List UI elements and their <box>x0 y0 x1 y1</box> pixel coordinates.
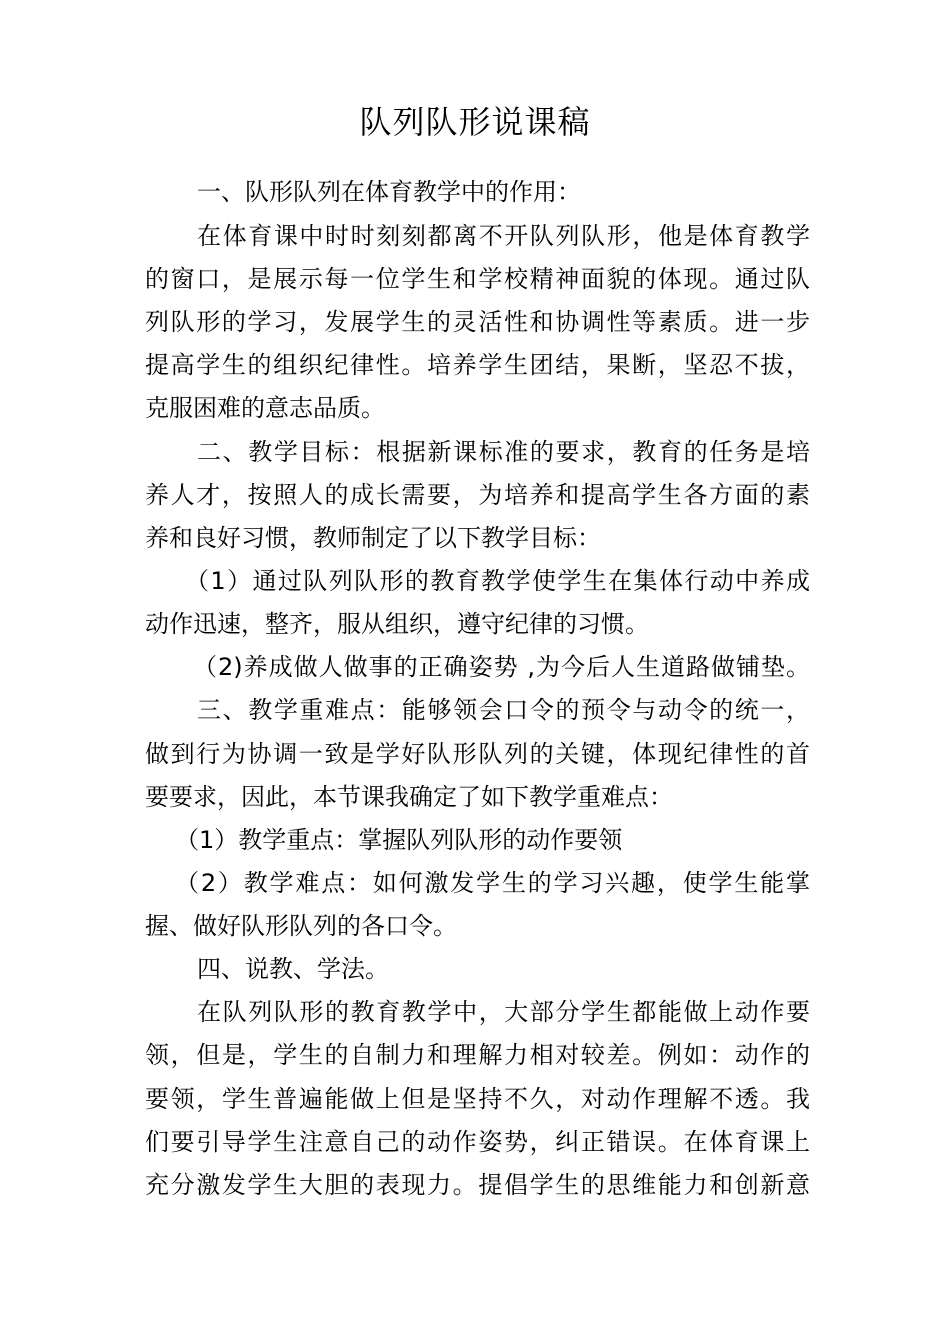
section-heading-4: 四、说教、学法。 <box>197 955 389 983</box>
paragraph-line: 养人才，按照人的成长需要，为培养和提高学生各方面的素 <box>145 481 810 509</box>
section-heading-3: 三、教学重难点：能够领会口令的预令与动令的统一， <box>197 696 810 724</box>
paragraph-line: 的窗口，是展示每一位学生和学校精神面貌的体现。通过队 <box>145 265 810 293</box>
document-title: 队列队形说课稿 <box>359 103 591 141</box>
paragraph-line: 列队形的学习，发展学生的灵活性和协调性等素质。进一步 <box>145 308 810 336</box>
paragraph-line: 要要求，因此，本节课我确定了如下教学重难点： <box>145 783 673 811</box>
paragraph-line: 在队列队形的教育教学中，大部分学生都能做上动作要 <box>197 998 810 1026</box>
paragraph-line: 要领，学生普遍能做上但是坚持不久，对动作理解不透。我 <box>145 1085 810 1113</box>
paragraph-line: 在体育课中时时刻刻都离不开队列队形，他是体育教学 <box>197 222 810 250</box>
paragraph-line: 握、做好队形队列的各口令。 <box>145 912 457 940</box>
paragraph-line: 领，但是，学生的自制力和理解力相对较差。例如：动作的 <box>145 1041 810 1069</box>
list-item: （2)养成做人做事的正确姿势 ,为今后人生道路做铺垫。 <box>193 653 810 681</box>
section-heading-2: 二、教学目标：根据新课标准的要求，教育的任务是培 <box>197 438 810 466</box>
list-item: （1）教学重点：掌握队列队形的动作要领 <box>175 826 623 854</box>
list-item: （1）通过队列队形的教育教学使学生在集体行动中养成 <box>185 567 810 595</box>
paragraph-line: 们要引导学生注意自己的动作姿势，纠正错误。在体育课上 <box>145 1128 810 1156</box>
paragraph-line: 动作迅速，整齐，服从组织，遵守纪律的习惯。 <box>145 610 649 638</box>
paragraph-line: 充分激发学生大胆的表现力。提倡学生的思维能力和创新意 <box>145 1171 810 1199</box>
paragraph-line: 提高学生的组织纪律性。培养学生团结，果断，坚忍不拔， <box>145 351 810 379</box>
paragraph-line: 做到行为协调一致是学好队形队列的关键，体现纪律性的首 <box>145 740 810 768</box>
list-item: （2）教学难点：如何激发学生的学习兴趣，使学生能掌 <box>175 869 810 897</box>
section-heading-1: 一、队形队列在体育教学中的作用： <box>197 178 581 206</box>
paragraph-line: 养和良好习惯，教师制定了以下教学目标： <box>145 524 601 552</box>
paragraph-line: 克服困难的意志品质。 <box>145 394 385 422</box>
